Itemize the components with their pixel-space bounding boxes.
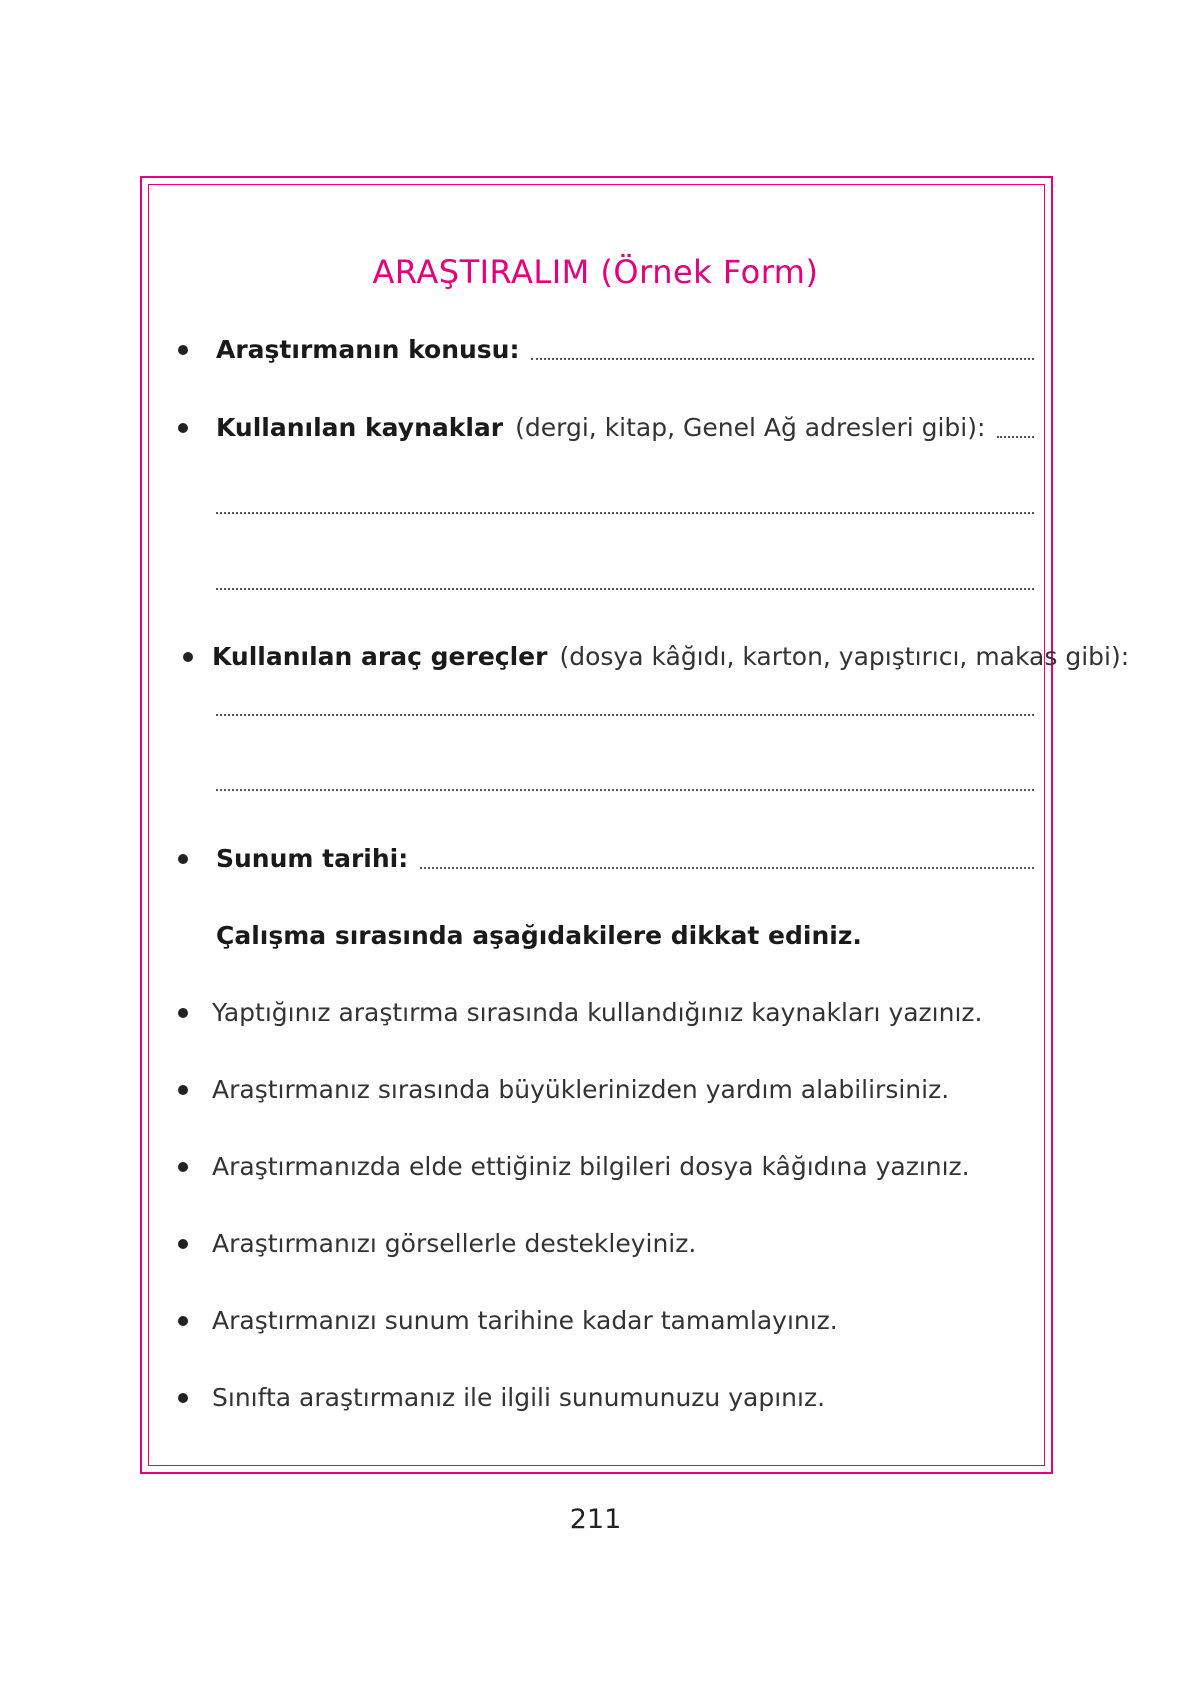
bullet-icon: [178, 423, 188, 433]
date-field[interactable]: [216, 837, 1034, 881]
bullet-icon: [178, 345, 188, 355]
notes-heading: Çalışma sırasında aşağıdakilere dikkat ediniz.: [216, 921, 862, 950]
bullet-icon: [178, 1162, 188, 1172]
note-item: Araştırmanız sırasında büyüklerinizden yardım alabilirsiniz.: [212, 1075, 950, 1104]
bullet-icon: [178, 1085, 188, 1095]
date-fill-line[interactable]: [420, 867, 1034, 869]
materials-hint: (dosya kâğıdı, karton, yapıştırıcı, makas gibi):: [559, 642, 1130, 671]
form-title: ARAŞTIRALIM (Örnek Form): [372, 253, 819, 291]
note-item: Araştırmanızda elde ettiğiniz bilgileri dosya kâğıdına yazınız.: [212, 1152, 970, 1181]
bullet-icon: [178, 1316, 188, 1326]
bullet-icon: [178, 854, 188, 864]
note-item: Araştırmanızı görsellerle destekleyiniz.: [212, 1229, 697, 1258]
bullet-icon: [183, 652, 193, 662]
materials-label: Kullanılan araç gereçler: [212, 642, 548, 671]
form-border-inner: [148, 184, 1045, 1466]
sources-hint: (dergi, kitap, Genel Ağ adresleri gibi):: [515, 413, 986, 442]
sources-fill-line[interactable]: [997, 436, 1034, 438]
note-item: Yaptığınız araştırma sırasında kullandığınız kaynakları yazınız.: [212, 998, 983, 1027]
bullet-icon: [178, 1239, 188, 1249]
materials-field: [212, 635, 1130, 679]
sources-fill-line-3[interactable]: [216, 588, 1034, 590]
materials-fill-line-2[interactable]: [216, 789, 1034, 791]
note-item: Sınıfta araştırmanız ile ilgili sunumunuzu yapınız.: [212, 1383, 826, 1412]
topic-label: Araştırmanın konusu:: [216, 335, 520, 364]
sources-label: Kullanılan kaynaklar: [216, 413, 504, 442]
page-number: 211: [569, 1504, 622, 1535]
sources-field[interactable]: [216, 406, 1034, 450]
note-item: Araştırmanızı sunum tarihine kadar tamamlayınız.: [212, 1306, 838, 1335]
bullet-icon: [178, 1393, 188, 1403]
topic-field[interactable]: [216, 328, 1034, 372]
materials-fill-line-1[interactable]: [216, 714, 1034, 716]
topic-fill-line[interactable]: [531, 358, 1034, 360]
date-label: Sunum tarihi:: [216, 844, 409, 873]
bullet-icon: [178, 1008, 188, 1018]
sources-fill-line-2[interactable]: [216, 512, 1034, 514]
